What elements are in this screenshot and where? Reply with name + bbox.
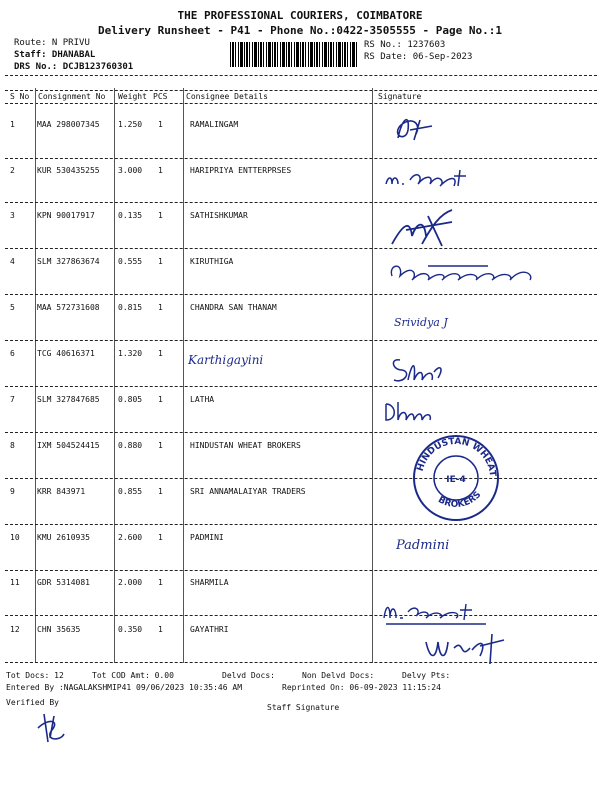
col-header-consignment: Consignment No <box>38 92 106 101</box>
reprinted-on: Reprinted On: 06-09-2023 11:15:24 <box>282 683 441 692</box>
row-sno: 11 <box>10 578 20 587</box>
delivered-docs: Delvd Docs: <box>222 671 275 680</box>
row-divider <box>5 294 597 295</box>
row-sno: 2 <box>10 166 15 175</box>
row-consignment: GDR 5314081 <box>37 578 90 587</box>
row-consignment: KRR 843971 <box>37 487 86 496</box>
row-consignee: HINDUSTAN WHEAT BROKERS <box>190 441 301 450</box>
row-sno: 7 <box>10 395 15 404</box>
row-divider <box>5 570 597 571</box>
row-weight: 3.000 <box>118 166 143 175</box>
delivery-points: Delvy Pts: <box>402 671 451 680</box>
staff-label: Staff: DHANABAL <box>14 50 96 60</box>
stamp-bottom-text: BROKERS <box>436 489 484 511</box>
divider <box>5 75 597 76</box>
signature-1 <box>380 108 440 152</box>
col-header-sno: S No <box>10 92 30 101</box>
handwritten-consignee: Karthigayini <box>188 353 264 367</box>
signature-6 <box>386 352 446 391</box>
signature-7 <box>380 396 440 430</box>
table-row <box>0 625 600 671</box>
row-divider <box>5 248 597 249</box>
row-consignee: KIRUTHIGA <box>190 257 234 266</box>
row-sno: 12 <box>10 625 20 634</box>
row-consignment: SLM 327847685 <box>37 395 100 404</box>
row-weight: 0.880 <box>118 441 143 450</box>
drs-number: DRS No.: DCJB123760301 <box>14 62 134 72</box>
table-row <box>0 487 600 533</box>
row-pcs: 1 <box>158 395 163 404</box>
row-sno: 3 <box>10 211 15 220</box>
table-row <box>0 578 600 624</box>
row-pcs: 1 <box>158 625 163 634</box>
row-consignee: RAMALINGAM <box>190 120 239 129</box>
svg-text:HINDUSTAN WHEAT <box>416 437 497 478</box>
signature-10: Padmini <box>396 538 450 553</box>
row-pcs: 1 <box>158 211 163 220</box>
stamp-center-text: IE-4 <box>446 475 466 485</box>
row-consignment: TCG 40616371 <box>37 349 95 358</box>
verified-by: Verified By <box>6 698 59 707</box>
row-pcs: 1 <box>158 441 163 450</box>
row-pcs: 1 <box>158 120 163 129</box>
total-cod: Tot COD Amt: 0.00 <box>92 671 174 680</box>
col-header-pcs: PCS <box>153 92 168 101</box>
signature-12 <box>420 630 510 674</box>
row-consignment: MAA 572731608 <box>37 303 100 312</box>
row-consignee: HARIPRIYA ENTTERPRSES <box>190 166 292 175</box>
table-row <box>0 395 600 441</box>
row-divider <box>5 158 597 159</box>
row-weight: 2.600 <box>118 533 143 542</box>
row-sno: 4 <box>10 257 15 266</box>
row-weight: 0.855 <box>118 487 143 496</box>
table-row <box>0 349 600 395</box>
row-weight: 1.320 <box>118 349 143 358</box>
signature-2 <box>380 162 490 201</box>
company-title: THE PROFESSIONAL COURIERS, COIMBATORE <box>177 9 423 22</box>
divider <box>5 103 597 104</box>
divider <box>5 90 597 91</box>
company-stamp <box>410 432 502 528</box>
row-weight: 0.350 <box>118 625 143 634</box>
table-row <box>0 533 600 579</box>
row-divider <box>5 432 597 433</box>
row-consignee: LATHA <box>190 395 215 404</box>
row-pcs: 1 <box>158 303 163 312</box>
row-pcs: 1 <box>158 533 163 542</box>
row-weight: 0.135 <box>118 211 143 220</box>
row-consignee: SATHISHKUMAR <box>190 211 248 220</box>
row-consignment: KMU 2610935 <box>37 533 90 542</box>
row-consignment: CHN 35635 <box>37 625 81 634</box>
row-consignment: MAA 298007345 <box>37 120 100 129</box>
row-consignee: SHARMILA <box>190 578 229 587</box>
col-header-signature: Signature <box>378 92 422 101</box>
row-consignee: PADMINI <box>190 533 224 542</box>
row-sno: 8 <box>10 441 15 450</box>
table-row <box>0 441 600 487</box>
barcode <box>230 42 358 67</box>
row-sno: 6 <box>10 349 15 358</box>
stamp-top-text: HINDUSTAN WHEAT <box>415 436 498 478</box>
verifier-signature <box>30 708 70 752</box>
row-sno: 9 <box>10 487 15 496</box>
row-pcs: 1 <box>158 257 163 266</box>
rs-date: RS Date: 06-Sep-2023 <box>364 52 473 62</box>
row-sno: 10 <box>10 533 20 542</box>
entered-by: Entered By :NAGALAKSHMIP41 09/06/2023 10:35:46 AM <box>6 683 243 692</box>
row-consignment: SLM 327863674 <box>37 257 100 266</box>
table-row <box>0 166 600 212</box>
row-pcs: 1 <box>158 166 163 175</box>
row-sno: 1 <box>10 120 15 129</box>
signature-3 <box>382 206 462 255</box>
row-consignment: KPN 90017917 <box>37 211 95 220</box>
row-divider <box>5 478 597 479</box>
row-divider <box>5 615 597 616</box>
rs-number: RS No.: 1237603 <box>364 40 446 50</box>
table-row <box>0 303 600 349</box>
route-label: Route: N PRIVU <box>14 38 90 48</box>
row-consignee: CHANDRA SAN THANAM <box>190 303 277 312</box>
row-pcs: 1 <box>158 487 163 496</box>
row-weight: 0.815 <box>118 303 143 312</box>
row-weight: 0.555 <box>118 257 143 266</box>
row-weight: 0.805 <box>118 395 143 404</box>
signature-11 <box>380 598 500 632</box>
table-row <box>0 120 600 166</box>
svg-text:BROKERS <box>436 490 483 510</box>
row-divider <box>5 524 597 525</box>
row-divider <box>5 386 597 387</box>
row-consignment: KUR 530435255 <box>37 166 100 175</box>
row-divider <box>5 340 597 341</box>
table-row <box>0 211 600 257</box>
row-pcs: 1 <box>158 349 163 358</box>
runsheet-subtitle: Delivery Runsheet - P41 - Phone No.:0422-3505555 - Page No.:1 <box>98 24 502 37</box>
row-consignment: IXM 504524415 <box>37 441 100 450</box>
row-consignee: SRI ANNAMALAIYAR TRADERS <box>190 487 306 496</box>
col-header-consignee: Consignee Details <box>186 92 268 101</box>
row-divider <box>5 202 597 203</box>
row-consignee: GAYATHRI <box>190 625 229 634</box>
signature-5: Srividya J <box>394 316 448 329</box>
staff-signature-label: Staff Signature <box>267 703 340 712</box>
row-pcs: 1 <box>158 578 163 587</box>
row-weight: 2.000 <box>118 578 143 587</box>
non-delivered-docs: Non Delvd Docs: <box>302 671 375 680</box>
row-sno: 5 <box>10 303 15 312</box>
row-weight: 1.250 <box>118 120 143 129</box>
signature-4 <box>384 256 554 290</box>
total-docs: Tot Docs: 12 <box>6 671 64 680</box>
col-header-weight: Weight <box>118 92 147 101</box>
